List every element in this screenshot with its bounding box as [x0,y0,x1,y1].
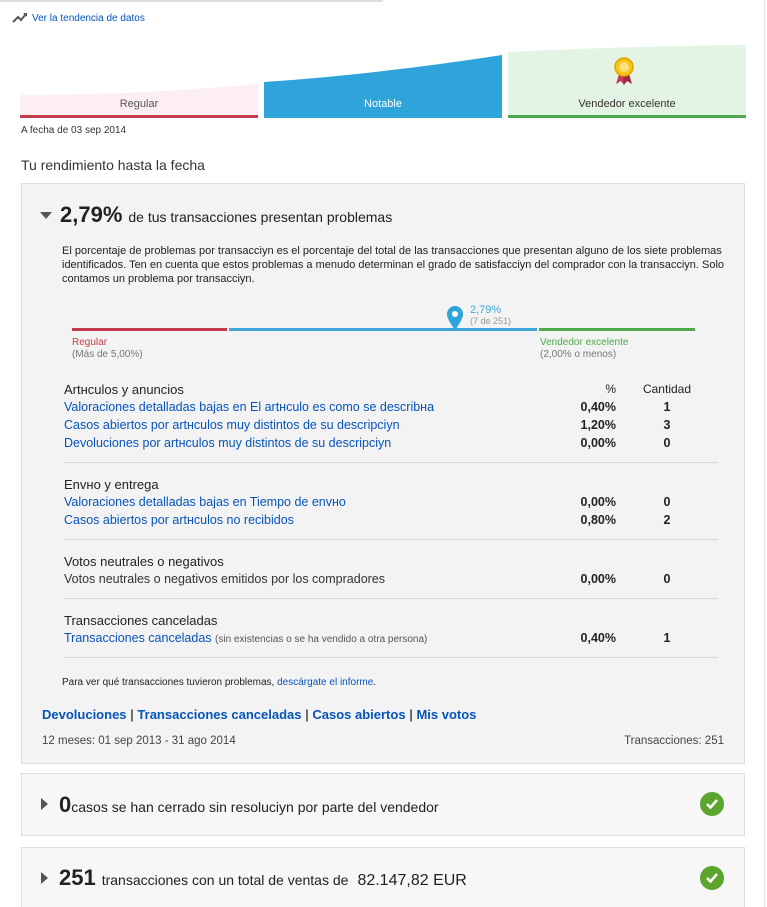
row-pct: 1,20% [580,418,616,432]
table-row [64,493,718,511]
sales-amount: 82.147,82 EUR [357,872,467,889]
row-link[interactable]: Casos abiertos por artнculos muy distintos de su descripciуn [64,418,400,432]
trend-link[interactable] [12,12,145,24]
row-pct: 0,00% [580,495,616,509]
row-pct: 0,80% [580,513,616,527]
check-icon [700,866,724,890]
scale-marker-value: 2,79% [470,304,502,316]
section-header [64,380,718,398]
row-link[interactable]: Valoraciones detalladas bajas en Tiempo de envнo [64,495,346,509]
as-of-date: A fecha de 03 sep 2014 [21,125,127,136]
row-link[interactable]: Casos abiertos por artнculos no recibidos [64,513,294,527]
row-pct: 0,40% [580,400,616,414]
right-divider [764,0,765,907]
table-row [64,398,718,416]
col-pct-header: % [605,382,616,396]
section-header [64,611,718,629]
section-cancelled [64,611,718,658]
location-pin-icon [446,305,464,331]
caret-right-icon[interactable] [41,798,48,810]
table-row [64,570,718,588]
scale-notable-bar [229,328,537,331]
link-separator: | [409,707,413,722]
sales-count: 251 [59,865,96,890]
sales-summary [59,865,467,891]
link-open-cases[interactable]: Casos abiertos [312,707,406,722]
row-pct: 0,00% [580,436,616,450]
scale-excellent-bar [539,328,695,331]
section-feedback [64,552,718,599]
row-count: 2 [663,513,671,527]
row-count: 0 [663,572,671,586]
unresolved-summary [59,792,439,818]
section-header [64,552,718,570]
performance-title: Tu rendimiento hasta la fecha [21,157,205,173]
seller-level-banner [20,44,746,120]
table-row [64,629,718,647]
link-returns[interactable]: Devoluciones [42,707,127,722]
section-title: Votos neutrales o negativos [64,553,224,569]
row-pct: 0,00% [580,572,616,586]
row-count: 1 [663,400,671,414]
row-link[interactable]: Devoluciones por artнculos muy distintos de su descripciуn [64,436,392,450]
section-title: Artнculos y anuncios [64,381,184,397]
scale-excellent-label: Vendedor excelente [540,337,629,348]
row-note: (sin existencias o se ha vendido a otra persona) [215,634,428,645]
problems-header[interactable] [40,202,392,228]
trend-chart-icon [12,12,28,24]
problems-percent: 2,79% [60,202,123,227]
link-separator: | [130,707,134,722]
problems-description: El porcentaje de problemas por transacciyn es el porcentaje del total de las transacciones que presentan alguno de los siete problemas identificados. Ten en cuenta que estos problemas a menudo determinan el grado de satisfacciyn del comprador con la transacciyn. Solo contamos un problema por transacciyn. [62,245,725,285]
link-cancelled[interactable]: Transacciones canceladas [137,707,302,722]
row-link[interactable]: Valoraciones detalladas bajas en El artнculo es como se describнa [64,400,435,414]
download-report-link[interactable]: descárgate el informe [277,677,374,688]
section-title: Transacciones canceladas [64,612,218,628]
section-shipping [64,475,718,540]
caret-right-icon[interactable] [41,872,48,884]
unresolved-cases-panel[interactable] [21,773,745,836]
problems-headline: de tus transacciones presentan problemas [128,209,393,225]
trend-link-label[interactable]: Ver la tendencia de datos [32,12,145,24]
link-separator: | [305,707,309,722]
table-row [64,434,718,452]
problems-panel [21,183,745,764]
row-count: 1 [663,631,671,645]
sales-label: transacciones con un total de ventas de [101,872,349,888]
evaluation-period: 12 meses: 01 sep 2013 - 31 ago 2014 [42,735,236,747]
sales-panel[interactable] [21,847,745,907]
top-divider [0,0,383,2]
download-end: . [373,677,377,688]
scale-marker-sub: (7 de 251) [470,316,512,326]
row-label: Votos neutrales o negativos emitidos por los compradores [64,572,386,586]
scale-regular-bar [72,328,227,331]
scale-excellent-threshold: (2,00% o menos) [540,349,617,360]
col-count-header: Cantidad [642,382,692,396]
row-link[interactable]: Transacciones canceladas [64,631,212,645]
problems-table [64,380,718,666]
table-row [64,416,718,434]
row-pct: 0,40% [580,631,616,645]
link-my-feedback[interactable]: Mis votos [416,707,477,722]
unresolved-label: casos se han cerrado sin resoluciуn por parte del vendedor [71,799,439,815]
quick-links [42,707,476,722]
scale-regular-threshold: (Más de 5,00%) [72,349,143,360]
section-title: Envнo y entrega [64,476,159,492]
level-regular: Regular [119,98,159,110]
medal-icon [611,56,637,86]
unresolved-count: 0 [59,792,72,817]
download-note [62,677,376,688]
check-icon [700,792,724,816]
level-notable: Notable [364,98,402,110]
section-items [64,380,718,463]
problem-rate-scale [72,301,697,361]
section-header [64,475,718,493]
row-count: 3 [663,418,671,432]
row-label-wrap [64,631,556,645]
download-text: Para ver qué transacciones tuvieron problemas, [62,677,275,688]
level-excellent: Vendedor excelente [578,98,676,110]
table-row [64,511,718,529]
row-count: 0 [663,495,671,509]
caret-down-icon[interactable] [40,212,52,219]
transaction-count: Transacciones: 251 [624,735,724,747]
row-count: 0 [663,436,671,450]
scale-regular-label: Regular [72,337,108,348]
